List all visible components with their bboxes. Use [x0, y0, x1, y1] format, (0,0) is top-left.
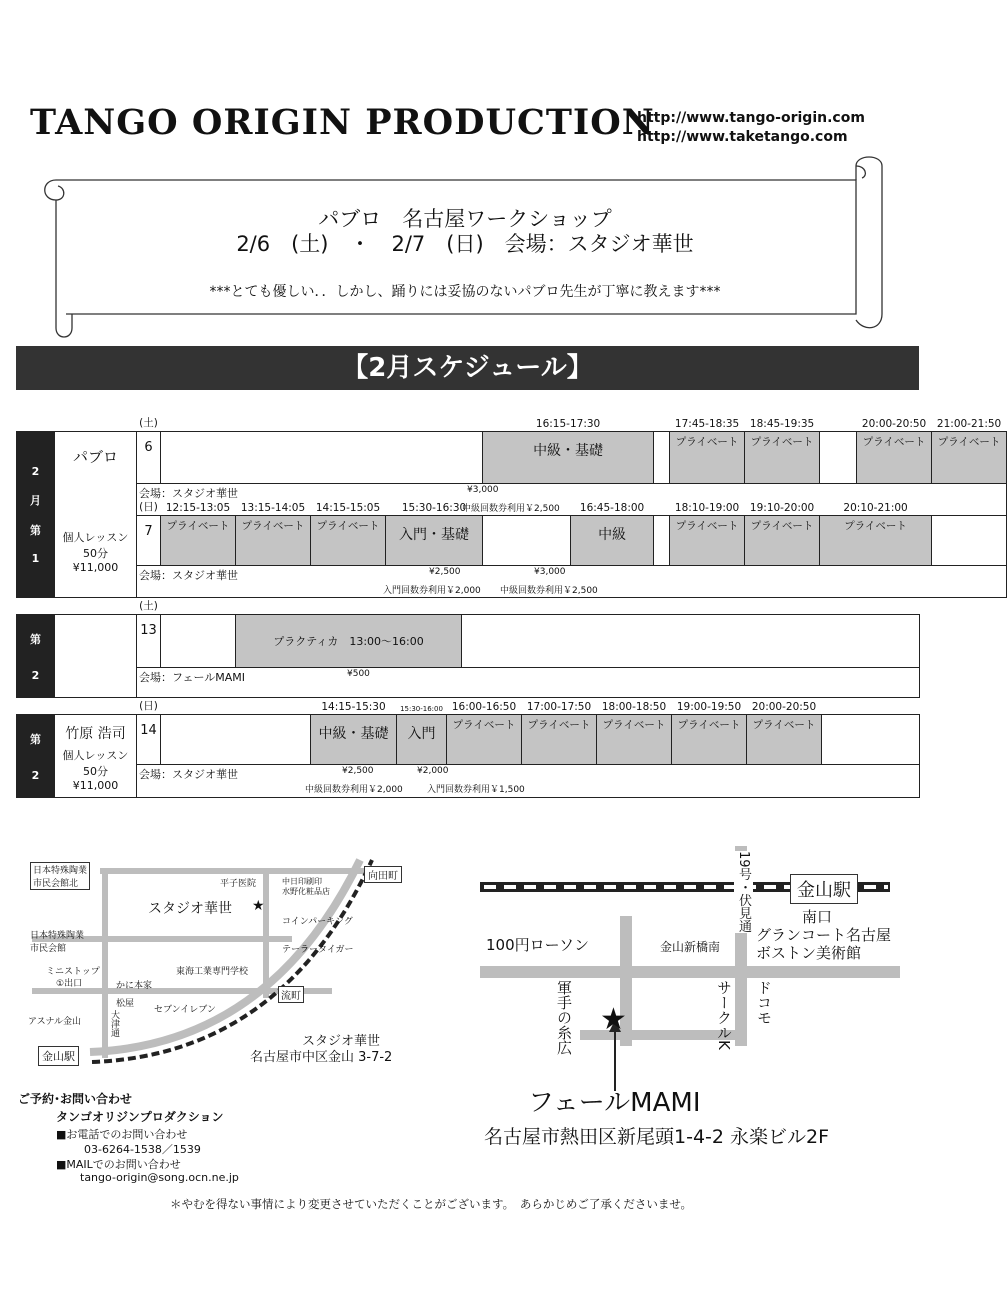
- private-slot[interactable]: プライベート 13:15-14:05: [236, 516, 311, 566]
- practica-slot[interactable]: プラクティカ 13:00〜16:00: [236, 615, 462, 668]
- website-link[interactable]: http://www.taketango.com: [637, 129, 848, 145]
- contact-heading: ご予約･お問い合わせ: [18, 1092, 133, 1106]
- mail-address[interactable]: tango-origin@song.ocn.ne.jp: [80, 1171, 239, 1184]
- week-label: 第 2: [17, 615, 55, 698]
- date-cell: 6 (土): [137, 432, 161, 484]
- studio-map: 日本特殊陶業 市民会館北 向田町 平子医院 中日印刷印 水野化粧品店 スタジオ華世 ★ コインパーキング 日本特殊陶業 市民会館 テーラータイガー ミニストップ ①出口 かに本家 東海工業専門学校 流町 松屋 セブンイレブン アスナル金山 大津通 金山駅 スタジオ華世 名古屋市中区金山 3-7-2: [20, 840, 420, 1080]
- tel-heading: ■お電話でのお問い合わせ: [56, 1128, 188, 1141]
- week-label: 2 月 第 1: [17, 432, 55, 598]
- private-slot[interactable]: プライベート 19:10-20:00: [745, 516, 820, 566]
- class-slot[interactable]: 中級・基礎 14:15-15:30: [311, 715, 397, 765]
- private-slot[interactable]: プライベート 17:45-18:35: [670, 432, 745, 484]
- workshop-dates: 2/6 (土) ・ 2/7 (日) 会場：スタジオ華世: [236, 232, 694, 256]
- tel-number[interactable]: 03-6264-1538／1539: [84, 1143, 201, 1156]
- teacher-cell: [55, 432, 137, 598]
- contact-org: タンゴオリジンプロダクション: [56, 1110, 224, 1124]
- star-icon: ★: [252, 898, 265, 914]
- venue-row: 会場：フェールMAMI ¥500: [137, 668, 920, 698]
- lesson-duration: 50分: [83, 765, 108, 778]
- private-slot[interactable]: プライベート 20:10-21:00: [820, 516, 932, 566]
- lesson-type: 個人レッスン: [62, 531, 129, 544]
- private-slot[interactable]: プライベート 16:00-16:50: [447, 715, 522, 765]
- date-cell: 14 (日): [137, 715, 161, 765]
- private-slot[interactable]: プライベート 19:00-19:50: [672, 715, 747, 765]
- lesson-type: 個人レッスン: [62, 749, 129, 762]
- private-slot[interactable]: プライベート 18:00-18:50: [597, 715, 672, 765]
- venue-name: フェールMAMI: [528, 1088, 701, 1118]
- venue-row: 会場：スタジオ華世 ¥2,500 中級回数券利用￥2,000 ¥2,000 入門回数券利用￥1,500: [137, 765, 920, 798]
- schedule-week1: [16, 417, 1007, 598]
- lesson-price: ¥11,000: [72, 561, 119, 574]
- private-slot[interactable]: プライベート 21:00-21:50: [932, 432, 1007, 484]
- private-slot[interactable]: プライベート 12:15-13:05: [161, 516, 236, 566]
- class-slot[interactable]: 入門・基礎 15:30-16:30: [386, 516, 483, 566]
- week-label: 第 2: [17, 715, 55, 798]
- website-link[interactable]: http://www.tango-origin.com: [637, 110, 865, 126]
- class-slot[interactable]: 中級 16:45-18:00: [571, 516, 654, 566]
- date-cell: 13 (土): [137, 615, 161, 668]
- date-cell: 7 (日): [137, 516, 161, 566]
- private-slot[interactable]: プライベート 17:00-17:50: [522, 715, 597, 765]
- schedule-banner: 【2月スケジュール】: [16, 346, 919, 390]
- venue-row: 会場：スタジオ華世 ¥2,500 入門回数券利用￥2,000 ¥3,000 中級回数券利用￥2,500: [137, 566, 1007, 598]
- private-slot[interactable]: プライベート 18:10-19:00: [670, 516, 745, 566]
- footer-note: ＊やむを得ない事情により変更させていただくことがございます。 あらかじめご了承くださいませ。: [170, 1197, 692, 1211]
- lesson-duration: 50分: [83, 547, 108, 560]
- star-icon: ★: [600, 1002, 627, 1037]
- private-slot[interactable]: プライベート 14:15-15:05: [311, 516, 386, 566]
- schedule-week2: [16, 600, 920, 698]
- class-slot[interactable]: 入門 15:30-16:00: [397, 715, 447, 765]
- workshop-tagline: ***とても優しい．．しかし、踊りには妥協のないパブロ先生が丁寧に教えます***: [209, 284, 721, 300]
- class-slot[interactable]: 中級・基礎 16:15-17:30: [483, 432, 654, 484]
- venue-map: 金山駅 19号・伏見通 南口 グランコート名古屋 ボストン美術館 100円ローソン 金山新橋南 軍手の糸広 サークルK ドコモ ★ フェールMAMI 名古屋市熱田区新尾頭1-4-2 永楽ビル2F: [470, 846, 920, 1146]
- workshop-title: パブロ 名古屋ワークショップ: [318, 207, 612, 231]
- lesson-price: ¥11,000: [72, 779, 119, 792]
- venue-row: 会場：スタジオ華世 ¥3,000 中級回数券利用￥2,500: [137, 484, 1007, 516]
- teacher-name: 竹原 浩司: [65, 726, 126, 742]
- page-title: TANGO ORIGIN PRODUCTION: [30, 102, 655, 143]
- private-slot[interactable]: プライベート 18:45-19:35: [745, 432, 820, 484]
- venue-address: 名古屋市熱田区新尾頭1-4-2 永楽ビル2F: [484, 1126, 830, 1148]
- schedule-week3: [16, 700, 920, 798]
- private-slot[interactable]: プライベート 20:00-20:50: [747, 715, 822, 765]
- teacher-name: パブロ: [72, 448, 118, 466]
- teacher-cell: [55, 715, 137, 798]
- mail-heading: ■MAILでのお問い合わせ: [56, 1158, 181, 1171]
- private-slot[interactable]: プライベート 20:00-20:50: [857, 432, 932, 484]
